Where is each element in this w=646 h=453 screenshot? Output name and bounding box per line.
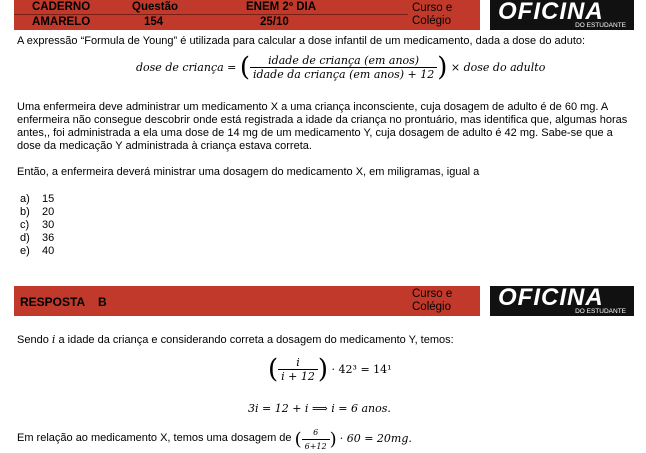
eq1-denominator: i + 12 (281, 370, 315, 383)
option-e: e) 40 (20, 245, 55, 257)
caderno-value: AMARELO (32, 16, 91, 28)
answer-logo-subtitle: DO ESTUDANTE (575, 308, 626, 315)
solution-equation-2: 3i = 12 + i ⟹ i = 6 anos. (248, 402, 391, 415)
formula-fraction (250, 54, 437, 81)
formula-numerator: idade de criança (em anos) (250, 54, 437, 68)
answer-logo-word: OFICINA (498, 284, 604, 311)
logo-word: OFICINA (498, 0, 604, 25)
formula-denominator: idade da criança (em anos) + 12 (253, 68, 435, 81)
question-prompt: Então, a enfermeira deverá ministrar uma dosagem do medicamento X, em miligramas, igual a (17, 166, 480, 178)
answer-header (14, 286, 634, 316)
option-a: a) 15 (20, 193, 55, 205)
eq1-fraction (278, 356, 318, 383)
logo-subtitle: DO ESTUDANTE (575, 22, 626, 29)
eq1-rest: · 42³ = 14¹ (331, 363, 392, 376)
question-header (14, 0, 634, 30)
formula-close-paren: ) (437, 52, 448, 83)
answer-curso-line2: Colégio (412, 301, 451, 313)
answer-oficina-logo (490, 286, 634, 316)
questao-label: Questão (132, 1, 179, 13)
solution-final: Em relação ao medicamento X, temos uma dosagem de ( $\frac{6}{6+12}$ ) · 60 = 20mg. (17, 428, 412, 451)
enem-value: 25/10 (260, 16, 289, 28)
solution-intro: Sendo i a idade da criança e considerando correta a dosagem do medicamento Y, temos: (17, 333, 454, 346)
final-result: · 60 = 20mg. (339, 432, 412, 446)
formula-lhs: dose de criança = (136, 61, 237, 74)
resposta-letter: B (98, 295, 107, 309)
solution-variable: i (51, 333, 56, 346)
question-intro: A expressão “Formula de Young” é utilizada para calcular a dose infantil de um medicamento, dada a dose do aduto: (17, 35, 586, 47)
eq1-numerator: i (278, 356, 318, 370)
curso-line2: Colégio (412, 15, 451, 27)
curso-line1: Curso e (412, 2, 453, 14)
question-paragraph: Uma enfermeira deve administrar um medicamento X a uma criança inconsciente, cuja dosagem de adulto é de 60 mg. A enfermeira não consegue descobrir onde está registrada a idade da criança no prontuário, mas identifica que, algumas horas antes,, foi administrada a ela uma dose de 14 mg de um medicamento Y, cuja dosagem de adulto é 42 mg. Sabe-se que a dose da medicação Y administrada à criança estava correta. (17, 101, 628, 152)
resposta-label: RESPOSTA (20, 295, 86, 309)
questao-value: 154 (144, 16, 164, 28)
option-d: d) 36 (20, 232, 55, 244)
formula-open-paren: ( (239, 52, 251, 83)
oficina-logo (490, 0, 634, 30)
enem-label: ENEM 2º DIA (246, 1, 317, 13)
formula-rhs: × dose do adulto (450, 61, 546, 74)
final-fraction: $\frac{6}{6+12}$ (302, 426, 330, 453)
answer-curso-line1: Curso e (412, 288, 453, 300)
young-formula (136, 54, 556, 90)
final-text: Em relação ao medicamento X, temos uma dosagem de (17, 432, 292, 445)
caderno-label: CADERNO (32, 1, 91, 13)
option-c: c) 30 (20, 219, 55, 231)
option-b: b) 20 (20, 206, 55, 218)
solution-equation-1: ( $\frac{i}{i + 12}$ ) · 42³ = 14¹ (268, 354, 392, 385)
